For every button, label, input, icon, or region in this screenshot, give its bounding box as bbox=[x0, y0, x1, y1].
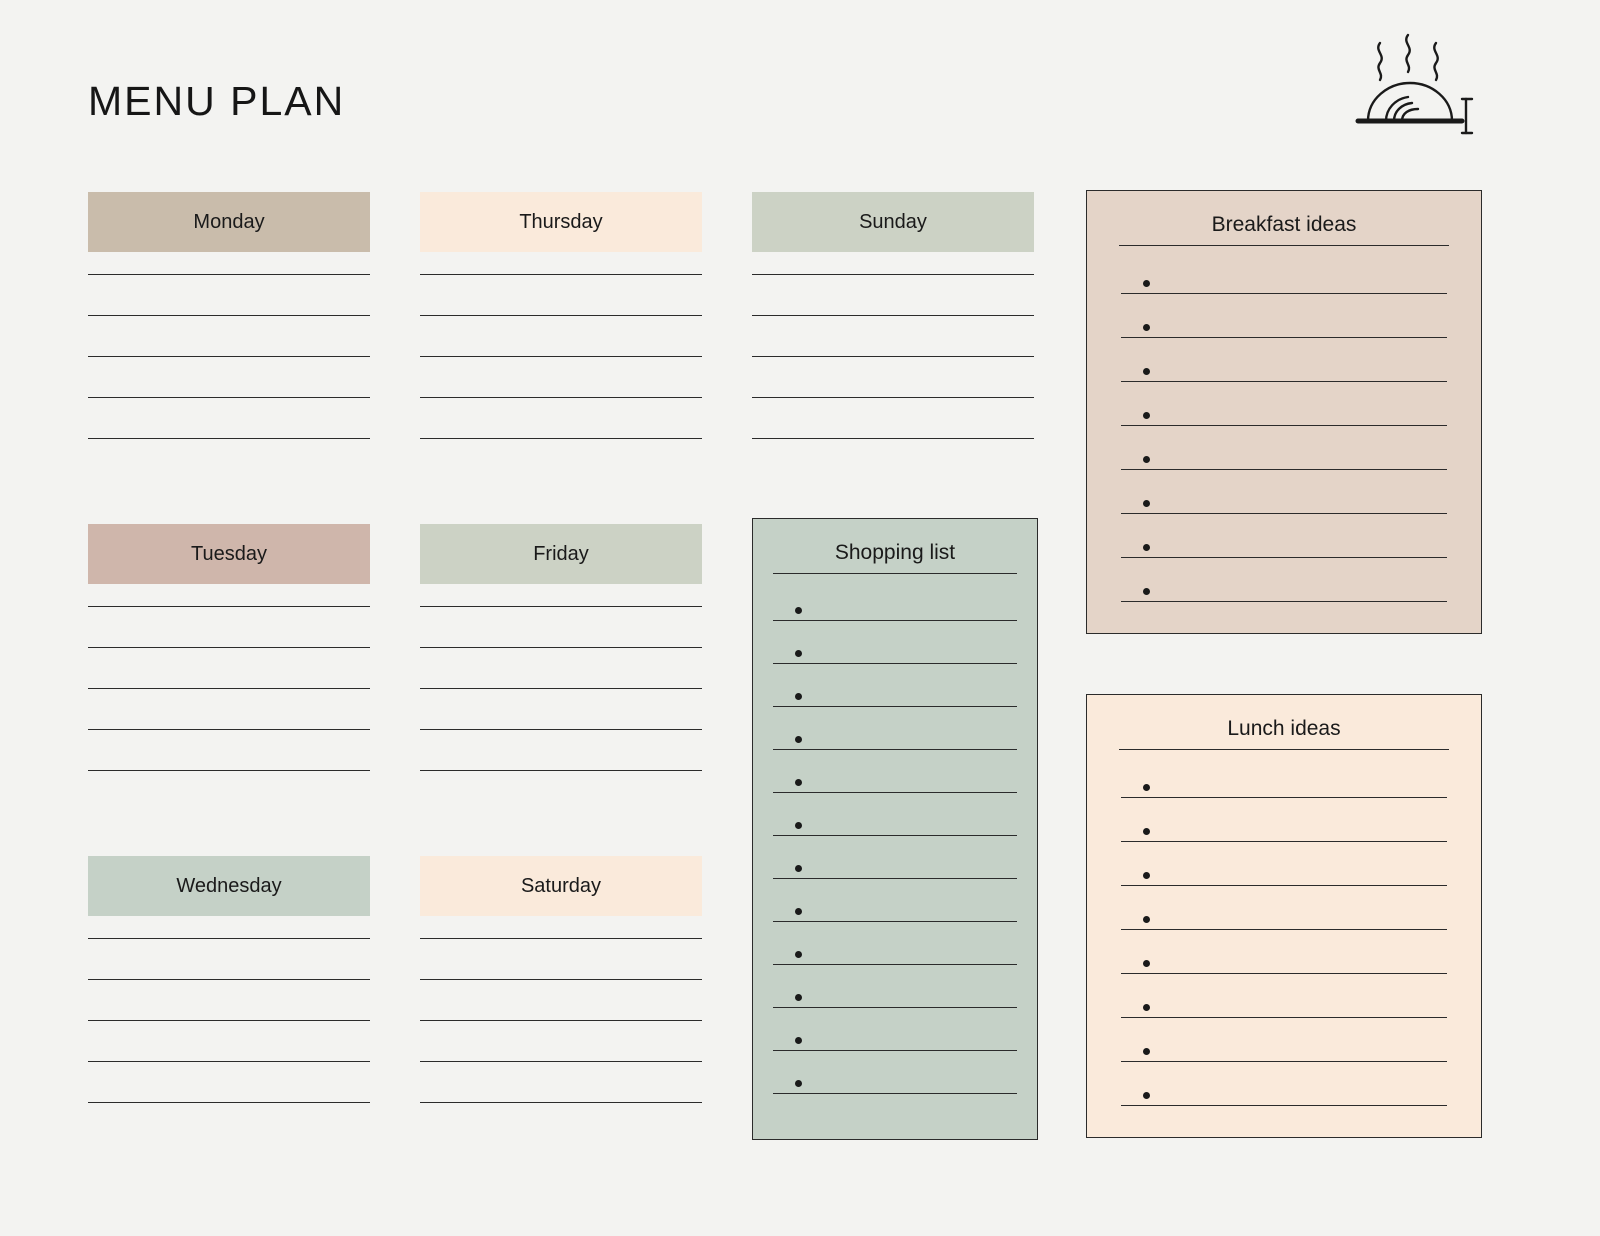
day-lines-sunday[interactable] bbox=[752, 274, 1034, 439]
write-line[interactable] bbox=[752, 274, 1034, 275]
write-line[interactable] bbox=[420, 315, 702, 316]
breakfast-ideas-panel bbox=[1086, 190, 1482, 634]
list-item[interactable] bbox=[773, 1051, 1017, 1094]
day-header-sunday: Sunday bbox=[752, 192, 1034, 252]
bullet-icon bbox=[795, 1037, 802, 1044]
write-line[interactable] bbox=[420, 274, 702, 275]
bullet-icon bbox=[795, 693, 802, 700]
list-item[interactable] bbox=[1121, 426, 1447, 470]
list-item[interactable] bbox=[1121, 754, 1447, 798]
list-item[interactable] bbox=[773, 1008, 1017, 1051]
write-line[interactable] bbox=[88, 356, 370, 357]
bullet-icon bbox=[795, 779, 802, 786]
bullet-icon bbox=[1143, 916, 1150, 923]
bullet-icon bbox=[1143, 1048, 1150, 1055]
title-divider bbox=[1119, 749, 1449, 750]
shopping-list-panel bbox=[752, 518, 1038, 1140]
bullet-icon bbox=[795, 736, 802, 743]
bullet-icon bbox=[795, 607, 802, 614]
write-line[interactable] bbox=[420, 356, 702, 357]
list-item[interactable] bbox=[773, 750, 1017, 793]
write-line[interactable] bbox=[752, 315, 1034, 316]
list-item[interactable] bbox=[773, 578, 1017, 621]
write-line[interactable] bbox=[420, 979, 702, 980]
bullet-icon bbox=[1143, 500, 1150, 507]
bullet-icon bbox=[795, 908, 802, 915]
bullet-icon bbox=[795, 1080, 802, 1087]
write-line[interactable] bbox=[420, 1020, 702, 1021]
day-block-wednesday bbox=[88, 856, 370, 1103]
write-line[interactable] bbox=[420, 1102, 702, 1103]
list-item[interactable] bbox=[1121, 842, 1447, 886]
bullet-icon bbox=[1143, 872, 1150, 879]
write-line[interactable] bbox=[88, 606, 370, 607]
shopping-list-title: Shopping list bbox=[834, 541, 956, 564]
write-line[interactable] bbox=[420, 688, 702, 689]
title-divider bbox=[1119, 245, 1449, 246]
day-header-wednesday: Wednesday bbox=[88, 856, 370, 916]
day-lines-monday[interactable] bbox=[88, 274, 370, 439]
list-item[interactable] bbox=[1121, 930, 1447, 974]
lunch-ideas-items bbox=[1087, 754, 1481, 1106]
list-item[interactable] bbox=[1121, 1062, 1447, 1106]
write-line[interactable] bbox=[88, 397, 370, 398]
bullet-icon bbox=[795, 994, 802, 1001]
write-line[interactable] bbox=[88, 938, 370, 939]
write-line[interactable] bbox=[88, 315, 370, 316]
write-line[interactable] bbox=[88, 1102, 370, 1103]
list-item[interactable] bbox=[773, 922, 1017, 965]
list-item[interactable] bbox=[1121, 382, 1447, 426]
day-lines-wednesday[interactable] bbox=[88, 938, 370, 1103]
write-line[interactable] bbox=[88, 770, 370, 771]
write-line[interactable] bbox=[420, 647, 702, 648]
bullet-icon bbox=[1143, 544, 1150, 551]
day-header-saturday: Saturday bbox=[420, 856, 702, 916]
list-item[interactable] bbox=[1121, 798, 1447, 842]
bullet-icon bbox=[1143, 280, 1150, 287]
list-item[interactable] bbox=[773, 965, 1017, 1008]
list-item[interactable] bbox=[1121, 886, 1447, 930]
shopping-list-items bbox=[753, 578, 1037, 1094]
write-line[interactable] bbox=[752, 438, 1034, 439]
bullet-icon bbox=[1143, 1004, 1150, 1011]
list-item[interactable] bbox=[1121, 338, 1447, 382]
write-line[interactable] bbox=[88, 438, 370, 439]
page-title: MENU PLAN bbox=[88, 78, 346, 124]
day-block-sunday bbox=[752, 192, 1034, 439]
list-item[interactable] bbox=[773, 664, 1017, 707]
list-item[interactable] bbox=[1121, 250, 1447, 294]
list-item[interactable] bbox=[773, 836, 1017, 879]
write-line[interactable] bbox=[88, 688, 370, 689]
write-line[interactable] bbox=[420, 1061, 702, 1062]
write-line[interactable] bbox=[88, 274, 370, 275]
breakfast-ideas-items bbox=[1087, 250, 1481, 602]
day-header-monday: Monday bbox=[88, 192, 370, 252]
bullet-icon bbox=[795, 822, 802, 829]
breakfast-ideas-title: Breakfast ideas bbox=[1211, 213, 1357, 236]
write-line[interactable] bbox=[88, 729, 370, 730]
bullet-icon bbox=[1143, 588, 1150, 595]
bullet-icon bbox=[1143, 368, 1150, 375]
bullet-icon bbox=[1143, 412, 1150, 419]
write-line[interactable] bbox=[420, 397, 702, 398]
bullet-icon bbox=[1143, 960, 1150, 967]
list-item[interactable] bbox=[1121, 1018, 1447, 1062]
bullet-icon bbox=[1143, 784, 1150, 791]
day-block-saturday bbox=[420, 856, 702, 1103]
cloche-icon bbox=[1350, 25, 1480, 140]
day-header-friday: Friday bbox=[420, 524, 702, 584]
day-lines-thursday[interactable] bbox=[420, 274, 702, 439]
bullet-icon bbox=[1143, 324, 1150, 331]
write-line[interactable] bbox=[88, 1061, 370, 1062]
day-lines-friday[interactable] bbox=[420, 606, 702, 771]
day-block-friday bbox=[420, 524, 702, 771]
list-item[interactable] bbox=[1121, 470, 1447, 514]
write-line[interactable] bbox=[752, 397, 1034, 398]
write-line[interactable] bbox=[420, 438, 702, 439]
lunch-ideas-title: Lunch ideas bbox=[1227, 717, 1341, 740]
bullet-icon bbox=[1143, 828, 1150, 835]
day-block-thursday bbox=[420, 192, 702, 439]
bullet-icon bbox=[795, 865, 802, 872]
bullet-icon bbox=[795, 650, 802, 657]
lunch-ideas-panel bbox=[1086, 694, 1482, 1138]
write-line[interactable] bbox=[420, 729, 702, 730]
write-line[interactable] bbox=[88, 1020, 370, 1021]
bullet-icon bbox=[1143, 1092, 1150, 1099]
list-item[interactable] bbox=[1121, 294, 1447, 338]
day-block-tuesday bbox=[88, 524, 370, 771]
day-header-thursday: Thursday bbox=[420, 192, 702, 252]
write-line[interactable] bbox=[420, 606, 702, 607]
day-lines-tuesday[interactable] bbox=[88, 606, 370, 771]
title-divider bbox=[773, 573, 1017, 574]
list-item[interactable] bbox=[1121, 974, 1447, 1018]
write-line[interactable] bbox=[88, 979, 370, 980]
bullet-icon bbox=[795, 951, 802, 958]
list-item[interactable] bbox=[773, 879, 1017, 922]
write-line[interactable] bbox=[420, 770, 702, 771]
write-line[interactable] bbox=[420, 938, 702, 939]
day-header-tuesday: Tuesday bbox=[88, 524, 370, 584]
day-lines-saturday[interactable] bbox=[420, 938, 702, 1103]
list-item[interactable] bbox=[773, 793, 1017, 836]
day-block-monday bbox=[88, 192, 370, 439]
list-item[interactable] bbox=[1121, 514, 1447, 558]
list-item[interactable] bbox=[773, 707, 1017, 750]
bullet-icon bbox=[1143, 456, 1150, 463]
write-line[interactable] bbox=[88, 647, 370, 648]
list-item[interactable] bbox=[773, 621, 1017, 664]
list-item[interactable] bbox=[1121, 558, 1447, 602]
write-line[interactable] bbox=[752, 356, 1034, 357]
